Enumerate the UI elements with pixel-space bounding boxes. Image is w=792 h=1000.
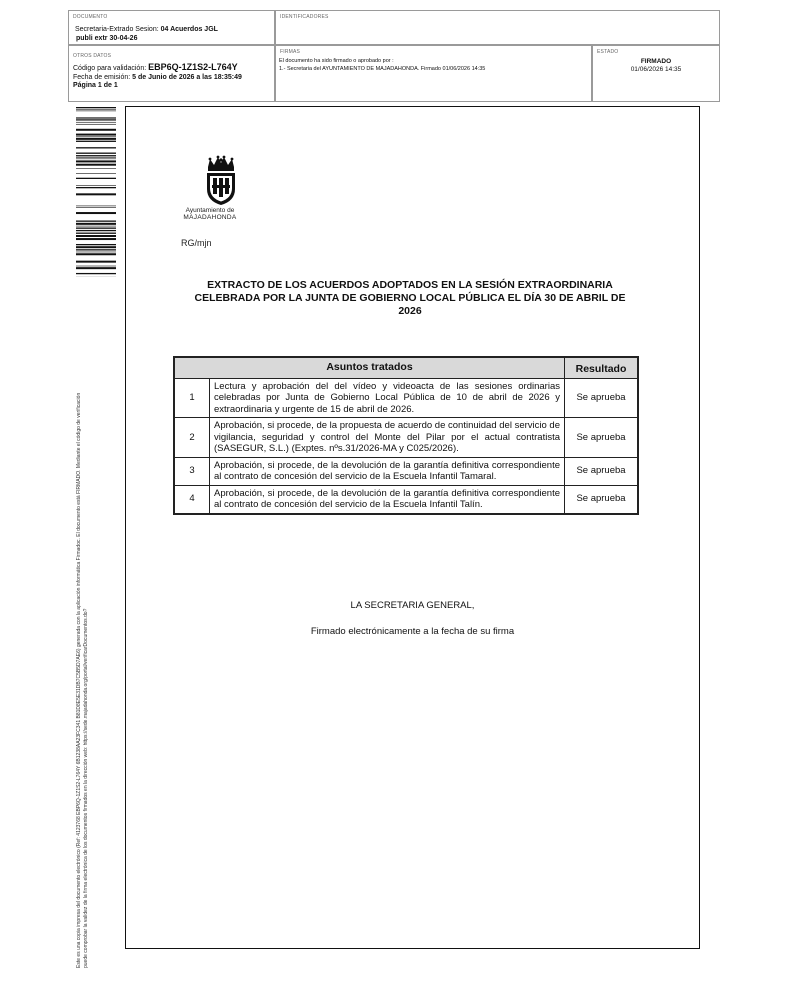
col-asuntos-header: Asuntos tratados: [174, 357, 565, 378]
firmas-line2: 1.- Secretaria del AYUNTAMIENTO DE MAJADAHONDA. Firmado 01/06/2026 14:35: [279, 65, 486, 72]
side-text-line1: Este es una copia impresa del documento electrónico (Ref: 4123768 EBP6Q-1Z1S2-L764Y 6B1238AA23FC341 B81D8E5E31DB7C5B5D7AE6) generada con la aplicación informática Firmadoc. El documento está FIRMADO. Mediante el código de verificación: [76, 392, 82, 968]
row-result: Se aprueba: [565, 418, 639, 458]
documento-label: DOCUMENTO: [73, 14, 108, 20]
header-identificadores-box: [275, 10, 720, 45]
document-title: EXTRACTO DE LOS ACUERDOS ADOPTADOS EN LA SESIÓN EXTRAORDINARIA CELEBRADA POR LA JUNTA DE GOBIERNO LOCAL PÚBLICA EL DÍA 30 DE ABRIL DE 2026: [194, 279, 626, 317]
document-reference: RG/mjn: [181, 238, 212, 248]
row-result: Se aprueba: [565, 378, 639, 418]
row-number: 3: [174, 457, 210, 485]
logo-line2: MAJADAHONDA: [183, 214, 237, 221]
fecha-emision: 5 de Junio de 2026 a las 18:35:49: [132, 73, 242, 81]
logo-line1: Ayuntamiento de: [185, 207, 235, 214]
header-otros-datos-box: [68, 45, 275, 102]
barcode-icon: [76, 107, 116, 277]
row-description: Aprobación, si procede, de la devolución de la garantía definitiva correspondiente al contrato de concesión del servicio de la Escuela Infantil Talín.: [210, 485, 565, 514]
row-number: 4: [174, 485, 210, 514]
header-firmas-box: [275, 45, 592, 102]
table-row: [174, 378, 638, 418]
estado-content: [593, 58, 719, 74]
signer-role: LA SECRETARIA GENERAL,: [350, 600, 475, 611]
documento-line2: publi extr 30-04-26: [76, 35, 138, 42]
row-description: Aprobación, si procede, de la devolución de la garantía definitiva correspondiente al contrato de concesión del servicio de la Escuela Infantil Tamaral.: [210, 457, 565, 485]
codigo-prefix: Código para validación:: [73, 65, 149, 72]
table-row: [174, 485, 638, 514]
firmas-label: FIRMAS: [280, 49, 301, 55]
estado-value: FIRMADO: [640, 58, 672, 65]
header-documento-box: [68, 10, 275, 45]
table-row: [174, 418, 638, 458]
row-description: Lectura y aprobación del del vídeo y videoacta de las sesiones ordinarias celebradas por Junta de Gobierno Local Pública de 10 de abril de 2026 y extraordinaria y urgente de 15 de abril de 2026.: [210, 378, 565, 418]
firmas-line1: El documento ha sido firmado o aprobado por :: [279, 58, 394, 64]
identificadores-label: IDENTIFICADORES: [280, 14, 329, 20]
estado-label: ESTADO: [597, 49, 619, 55]
firmas-content: [279, 58, 485, 73]
fecha-emision-prefix: Fecha de emisión:: [73, 73, 133, 81]
otros-datos-label: OTROS DATOS: [73, 53, 112, 59]
codigo-validacion: EBP6Q-1Z1S2-L764Y: [148, 62, 238, 72]
table-header-row: [174, 357, 638, 378]
header-estado-box: [592, 45, 720, 102]
row-description: Aprobación, si procede, de la propuesta de acuerdo de continuidad del servicio de vigilancia, seguridad y control del Monte del Pilar por el actual contratista (SASEGUR, S.L.) (Exptes. nºs.31/2026-MA y C025/2026).: [210, 418, 565, 458]
documento-name: [75, 25, 218, 43]
documento-bold: 04 Acuerdos JGL: [160, 26, 218, 33]
agenda-table: [173, 356, 639, 515]
document-page-frame: [125, 106, 700, 949]
side-verification-text: [76, 278, 89, 968]
majadahonda-coat-of-arms-icon: [196, 155, 246, 207]
row-number: 2: [174, 418, 210, 458]
signature-note: Firmado electrónicamente a la fecha de su firma: [310, 626, 515, 637]
logo-text: [178, 207, 242, 221]
row-number: 1: [174, 378, 210, 418]
row-result: Se aprueba: [565, 485, 639, 514]
documento-prefix: Secretaria-Extrado Sesion:: [75, 26, 161, 33]
side-text-line2: puede comprobar la validez de la firma electrónica de los documentos firmados en la dirección web: https://sede.majadahonda.org/portal/verificarDocumentos.do?: [82, 608, 89, 968]
otros-datos-content: [73, 63, 242, 91]
table-row: [174, 457, 638, 485]
col-resultado-header: Resultado: [565, 357, 639, 378]
estado-fecha: 01/06/2026 14:35: [630, 66, 682, 73]
pagina: Página 1 de 1: [73, 82, 118, 89]
row-result: Se aprueba: [565, 457, 639, 485]
